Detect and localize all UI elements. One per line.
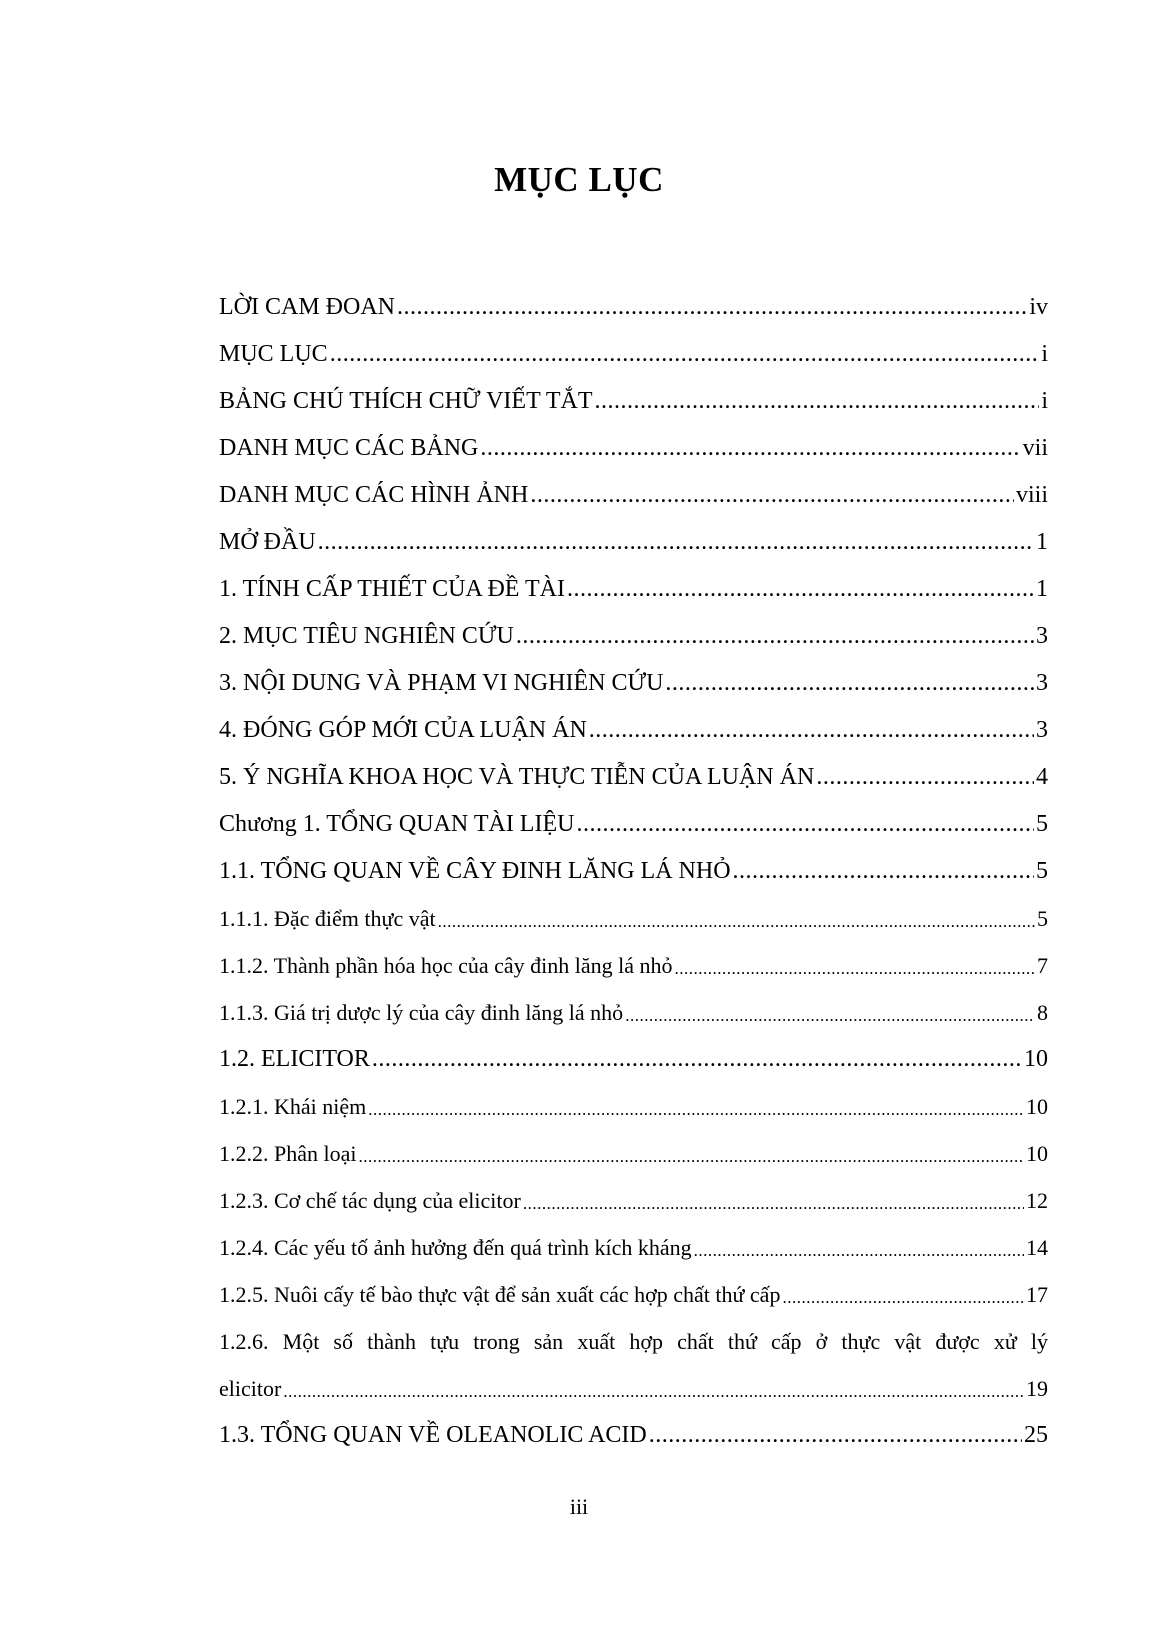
dot-leader [372, 1046, 1022, 1073]
dot-leader [368, 1100, 1024, 1120]
toc-entry-page: viii [1015, 482, 1048, 508]
toc-entry-page: 5 [1036, 858, 1048, 884]
toc-entry-page: 4 [1036, 764, 1048, 790]
dot-leader [649, 1422, 1022, 1449]
dot-leader [625, 1006, 1035, 1026]
toc-entry-page: vii [1022, 435, 1048, 461]
toc-entry-label: 1.1. TỔNG QUAN VỀ CÂY ĐINH LĂNG LÁ NHỎ [219, 858, 731, 884]
toc-entry-label: 1. TÍNH CẤP THIẾT CỦA ĐỀ TÀI [219, 576, 566, 602]
dot-leader [283, 1382, 1024, 1402]
toc-entry[interactable] [219, 1214, 1048, 1261]
toc-entry[interactable] [219, 1261, 1048, 1308]
dot-leader [816, 764, 1034, 791]
toc-entry-label: 1.2.2. Phân loại [219, 1141, 357, 1166]
toc-entry[interactable] [219, 1402, 1048, 1449]
toc-entry-label: 1.2.3. Cơ chế tác dụng của elicitor [219, 1188, 521, 1213]
toc-entry[interactable] [219, 462, 1048, 509]
toc-entry-page: 10 [1024, 1046, 1048, 1072]
toc-entry-label: 1.2.5. Nuôi cấy tế bào thực vật để sản xuất các hợp chất thứ cấp [219, 1282, 781, 1307]
toc-entry-label: DANH MỤC CÁC HÌNH ẢNH [219, 482, 529, 508]
toc-entry-label: 1.2.6. Một số thành tựu trong sản xuất hợp chất thứ cấp ở thực vật được xử lý [219, 1329, 1048, 1354]
dot-leader [516, 623, 1034, 650]
toc-entry-page: 3 [1036, 670, 1048, 696]
toc-entry-label: Chương 1. TỔNG QUAN TÀI LIỆU [219, 811, 575, 837]
toc-entry-page: 5 [1037, 906, 1048, 931]
toc-entry[interactable] [219, 791, 1048, 838]
toc-entry[interactable] [219, 885, 1048, 932]
toc-entry-label: 5. Ý NGHĨA KHOA HỌC VÀ THỰC TIỄN CỦA LUẬN ÁN [219, 764, 815, 790]
table-of-contents [219, 274, 1048, 1449]
toc-entry-wrapped-first-line[interactable] [219, 1308, 1048, 1355]
dot-leader [576, 811, 1034, 838]
toc-entry-page: i [1041, 341, 1048, 367]
toc-entry-label: 4. ĐÓNG GÓP MỚI CỦA LUẬN ÁN [219, 717, 587, 743]
toc-entry[interactable] [219, 274, 1048, 321]
toc-entry-label: 1.3. TỔNG QUAN VỀ OLEANOLIC ACID [219, 1422, 647, 1448]
toc-entry-page: 19 [1026, 1376, 1048, 1401]
dot-leader [480, 435, 1020, 462]
toc-entry-page: 12 [1026, 1188, 1048, 1213]
toc-entry-page: iv [1029, 294, 1048, 320]
toc-entry-wrapped-second-line[interactable] [219, 1355, 1048, 1402]
toc-entry[interactable] [219, 509, 1048, 556]
toc-entry[interactable] [219, 1167, 1048, 1214]
toc-entry-label: 2. MỤC TIÊU NGHIÊN CỨU [219, 623, 514, 649]
toc-entry[interactable] [219, 932, 1048, 979]
toc-entry[interactable] [219, 838, 1048, 885]
toc-entry-label: 1.1.2. Thành phần hóa học của cây đinh lăng lá nhỏ [219, 953, 673, 978]
dot-leader [595, 388, 1040, 415]
toc-entry-page: 5 [1036, 811, 1048, 837]
toc-entry-label: LỜI CAM ĐOAN [219, 294, 395, 320]
toc-entry-label: 3. NỘI DUNG VÀ PHẠM VI NGHIÊN CỨU [219, 670, 664, 696]
dot-leader [567, 576, 1034, 603]
toc-entry-page: i [1041, 388, 1048, 414]
toc-entry[interactable] [219, 650, 1048, 697]
toc-entry-page: 3 [1036, 623, 1048, 649]
dot-leader [438, 912, 1035, 932]
dot-leader [397, 294, 1027, 321]
toc-entry-page: 3 [1036, 717, 1048, 743]
toc-entry[interactable] [219, 979, 1048, 1026]
toc-entry-page: 25 [1024, 1422, 1048, 1448]
dot-leader [330, 341, 1040, 368]
toc-entry-page: 7 [1037, 953, 1048, 978]
toc-entry-label: 1.1.1. Đặc điểm thực vật [219, 906, 436, 931]
toc-entry[interactable] [219, 368, 1048, 415]
toc-entry[interactable] [219, 1120, 1048, 1167]
toc-entry-label: 1.2. ELICITOR [219, 1046, 370, 1072]
toc-entry[interactable] [219, 744, 1048, 791]
dot-leader [523, 1194, 1024, 1214]
toc-entry-label: DANH MỤC CÁC BẢNG [219, 435, 479, 461]
page-title: MỤC LỤC [494, 160, 664, 199]
toc-entry[interactable] [219, 415, 1048, 462]
toc-entry-label: 1.2.4. Các yếu tố ảnh hưởng đến quá trình kích kháng [219, 1235, 692, 1260]
toc-entry-page: 14 [1026, 1235, 1048, 1260]
toc-entry[interactable] [219, 603, 1048, 650]
toc-entry-label: 1.2.1. Khái niệm [219, 1094, 367, 1119]
dot-leader [733, 858, 1034, 885]
toc-entry-label: 1.1.3. Giá trị dược lý của cây đinh lăng lá nhỏ [219, 1000, 624, 1025]
toc-entry-label: MỞ ĐẦU [219, 529, 316, 555]
toc-entry-page: 10 [1026, 1141, 1048, 1166]
toc-entry-label: BẢNG CHÚ THÍCH CHỮ VIẾT TẮT [219, 388, 593, 414]
toc-entry[interactable] [219, 556, 1048, 603]
dot-leader [782, 1288, 1024, 1308]
dot-leader [359, 1147, 1025, 1167]
toc-entry[interactable] [219, 321, 1048, 368]
dot-leader [530, 482, 1014, 509]
dot-leader [675, 959, 1035, 979]
toc-entry[interactable] [219, 1026, 1048, 1073]
dot-leader [665, 670, 1034, 697]
toc-entry-page: 8 [1037, 1000, 1048, 1025]
toc-entry-label: elicitor [219, 1376, 282, 1401]
dot-leader [694, 1241, 1024, 1261]
toc-entry-page: 1 [1036, 529, 1048, 555]
toc-entry-label: MỤC LỤC [219, 341, 328, 367]
toc-entry[interactable] [219, 1073, 1048, 1120]
toc-entry-page: 1 [1036, 576, 1048, 602]
toc-entry-page: 10 [1026, 1094, 1048, 1119]
toc-entry-page: 17 [1026, 1282, 1048, 1307]
dot-leader [318, 529, 1034, 556]
dot-leader [589, 717, 1034, 744]
page-number: iii [569, 1494, 589, 1519]
toc-entry[interactable] [219, 697, 1048, 744]
